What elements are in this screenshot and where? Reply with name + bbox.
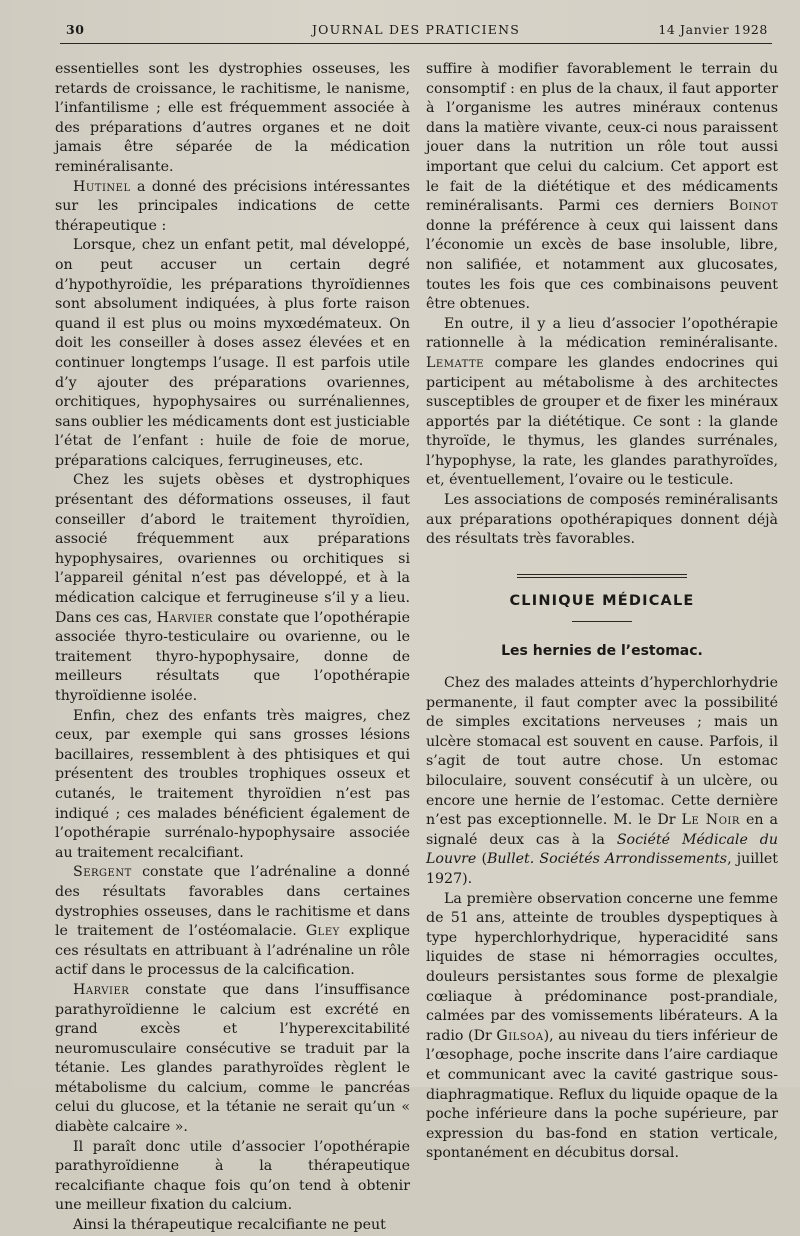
author-name: Boinot [728, 198, 778, 215]
author-name: Harvier [73, 981, 130, 998]
paragraph: Sergent constate que l’adrénaline a donné des résultats favorables dans certaines dystrophies osseuses, dans le rachitisme et dans le traitement de l’ostéomalacie. Gley explique ces résultats en attribuant à l’adrénaline un rôle actif dans le processus de la calcification. [55, 864, 410, 979]
paragraph: Ainsi la thérapeutique recalcifiante ne peut [73, 1217, 386, 1234]
paragraph: La première observation concerne une femme de 51 ans, atteinte de troubles dyspeptiques à type hyperchlorhydrique, hyperacidité sans liquides de stase ni hémorragies occultes, douleurs persistantes sous forme de plexalgie cœliaque à prédominance post-prandiale, calmées par des vomissements libérateurs. A la radio (Dr Gilsoa), au niveau du tiers inférieur de l’œsophage, poche inscrite dans l’aire cardiaque et communicant avec la cavité gastrique sous-diaphragmatique. Reflux du liquide opaque de la poche inférieure dans la poche supérieure, par expression du bas-fond en station verticale, spontanément en décubitus dorsal. [426, 890, 778, 1162]
author-name: Sergent [73, 864, 132, 881]
section-title: CLINIQUE MÉDICALE [509, 592, 695, 609]
paragraph: Chez des malades atteints d’hyperchlorhydrie permanente, il faut compter avec la possibilité de simples excitations nerveuses ; mais un ulcère stomacal est souvent en cause. Parfois, il s’agit de tout autre chose. Un estomac biloculaire, souvent consécutif à un ulcère, ou encore une hernie de l’estomac. Cette dernière n’est pas exceptionnelle. M. le Dr Le Noir en a signalé deux cas à la Société Médicale du Louvre (Bullet. Sociétés Arrondissements, juillet 1927). [426, 675, 778, 887]
section-divider [517, 574, 687, 578]
issue-date: 14 Janvier 1928 [658, 22, 768, 37]
italic-reference: Société Médicale du Louvre [426, 831, 778, 868]
author-name: Le Noir [681, 812, 740, 829]
author-name: Lematte [426, 354, 484, 371]
paragraph: Hutinel a donné des précisions intéressantes sur les principales indications de cette thérapeutique : [55, 178, 410, 234]
paragraph: Chez les sujets obèses et dystrophiques présentant des déformations osseuses, il faut conseiller d’abord le traitement thyroïdien, associé fréquemment aux préparations hypophysaires, ovariennes ou orchitiques si l’appareil génital n’est pas développé, et à la médication calcique et ferrugineuse s’il y a lieu. Dans ces cas, Harvier constate que l’opothérapie associée thyro-testiculaire ou ovarienne, ou le traitement thyro-hypophysaire, donne de meilleurs résultats que l’opothérapie thyroïdienne isolée. [55, 472, 410, 704]
paragraph: Harvier constate que dans l’insuffisance parathyroïdienne le calcium est excrété en grand excès et l’hyperexcitabilité neuromusculaire consécutive se traduit par la tétanie. Les glandes parathyroïdes règlent le métabolisme du calcium, comme le pancréas celui du glucose, et la tétanie ne serait qu’un « diabète calcaire ». [55, 981, 410, 1136]
author-name: Hutinel [73, 178, 131, 195]
author-name: Gilsoa [496, 1027, 544, 1044]
header-rule [60, 43, 772, 44]
journal-title: JOURNAL DES PRATICIENS [311, 22, 521, 37]
paragraph: essentielles sont les dystrophies osseuses, les retards de croissance, le rachitisme, le nanisme, l’infantilisme ; elle est fréquemment associée à des préparations d’autres organes et ne doit jamais être séparée de la médication reminéralisante. [55, 61, 410, 175]
italic-reference: Bullet. Sociétés Arrondissements [486, 851, 728, 868]
right-column [426, 60, 778, 1164]
paragraph: Les associations de composés reminéralisants aux préparations opothérapiques donnent déjà des résultats très favorables. [426, 492, 778, 548]
page-header [60, 20, 772, 42]
paragraph: Enfin, chez des enfants très maigres, chez ceux, par exemple qui sans grosses lésions bacillaires, ressemblent à des phtisiques et qui présentent des troubles trophiques osseux et cutanés, le traitement thyroïdien n’est pas indiqué ; ces malades bénéficient également de l’opothérapie surrénalo-hypophysaire associée au traitement recalcifiant. [55, 707, 410, 861]
short-rule [572, 621, 632, 622]
paragraph: Lorsque, chez un enfant petit, mal développé, on peut accuser un certain degré d’hypothyroïdie, les préparations thyroïdiennes sont absolument indiquées, à plus forte raison quand il est plus ou moins myxœdémateux. On doit les conseiller à doses assez élevées et en continuer longtemps l’usage. Il est parfois utile d’y ajouter des préparations ovariennes, orchitiques, hypophysaires ou surrénaliennes, sans oublier les médicaments dont est justiciable l’état de l’enfant : huile de foie de morue, préparations calciques, ferrugineuses, etc. [55, 237, 410, 469]
paragraph: Il paraît donc utile d’associer l’opothérapie parathyroïdienne à la thérapeutique recalcifiante chaque fois qu’on tend à obtenir une meilleur fixation du calcium. [55, 1138, 410, 1214]
left-column [55, 60, 410, 1236]
page-number: 30 [66, 22, 85, 37]
author-name: Harvier [156, 609, 213, 626]
author-name: Gley [305, 923, 340, 940]
paragraph: suffire à modifier favorablement le terrain du consomptif : en plus de la chaux, il faut apporter à l’organisme les autres minéraux contenus dans la matière vivante, ceux-ci nous paraissent jouer dans la nutrition un rôle tout aussi important que celui du calcium. Cet apport est le fait de la diététique et des médicaments reminéralisants. Parmi ces derniers Boinot donne la préférence à ceux qui laissent dans l’économie un excès de base insoluble, libre, non salifiée, et notamment aux glucosates, toutes les fois que ces combinaisons peuvent être obtenues. [426, 61, 778, 313]
paragraph: En outre, il y a lieu d’associer l’opothérapie rationnelle à la médication reminéralisante. Lematte compare les glandes endocrines qui participent au métabolisme à des architectes susceptibles de grouper et de fixer les minéraux apportés par la diététique. Ce sont : la glande thyroïde, le thymus, les glandes surrénales, l’hypophyse, la rate, les glandes parathyroïdes, et, éventuellement, l’ovaire ou le testicule. [426, 315, 778, 489]
article-title: Les hernies de l’estomac. [501, 643, 703, 660]
